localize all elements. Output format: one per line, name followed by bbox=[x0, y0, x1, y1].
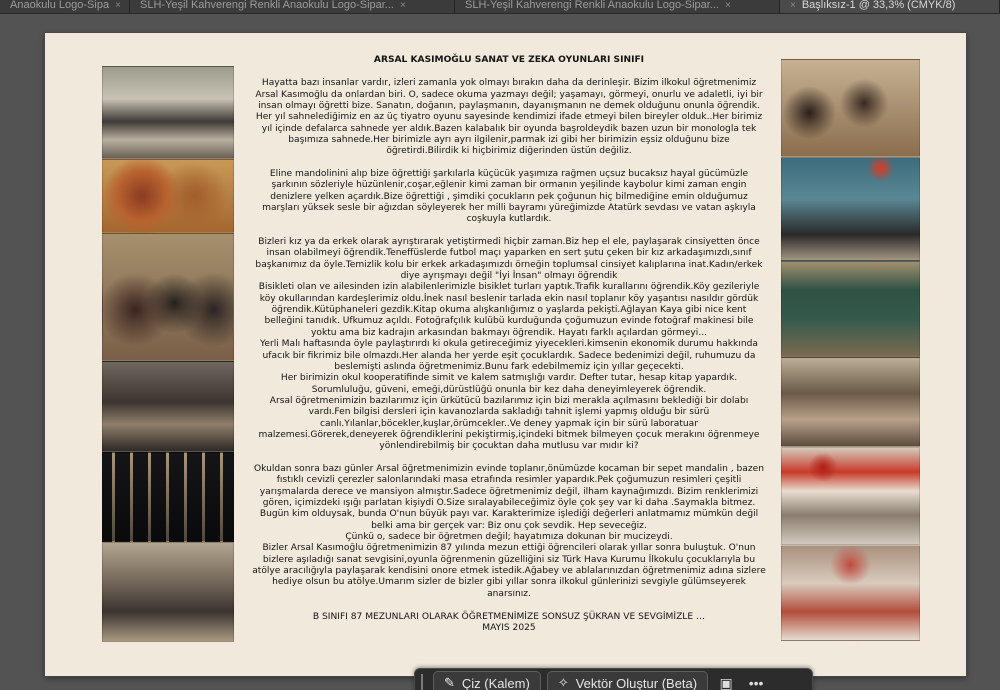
paragraph: Bizleri kız ya da erkek olarak ayrıştırarak yetiştirmedi hiçbir zaman.Biz hep el ele, paylaşarak cinsiyetten önce insan olabilmeyi öğrendik.Teneffüslerde futbol maçı yaparken en sert şutu çeken bir kız arkadaşımızdı,sınıf başkanımız da öyle.Temizlik kolu bir erkek arkadaşımızdı örneğin toplumsal cinsiyet kalıplarına inat.Kadın/erkek diye ayrışmayı değil "İyi İnsan" olmayı öğrendik bbox=[255, 237, 763, 282]
letter-text bbox=[251, 55, 767, 635]
paragraph: Okuldan sonra bazı günler Arsal öğretmenimizin evinde toplanır,önümüzde kocaman bir sepet mandalin , bazen fıstıklı cevizli çerezler salonlarındaki masa etrafında resimler yapardık.Pek çoğumuzun resimleri çeşitli yarışmalarda derece ve mansiyon almıştır.Sadece öğretmenimiz değil, ilham kaynağımızdı. Bizim renklerimizi gören, içimizdeki ışığı parlatan kişiydi O.Size sıralayabileceğimiz öyle çok şey var ki daha .Saymakla bitmez. Bugün kim olduysak, bunda O'nun büyük payı var. Karakterimize işlediği değerleri anlatmamız mümkün değil belki ama bir gerçek var: Biz onu çok sevdik. Hep seveceğiz. bbox=[253, 463, 765, 531]
create-vector-label: Vektör Oluştur (Beta) bbox=[575, 675, 698, 690]
tab-close-icon[interactable]: × bbox=[399, 0, 406, 11]
class-photo-bicycles bbox=[102, 542, 234, 642]
tab-label: SLH-Yeşil Kahverengi Renkli Anaokulu Logo-Sipar... bbox=[465, 0, 719, 11]
tab-label: SLH-Yeşil Kahverengi Renkli Anaokulu Logo-Sipar... bbox=[140, 0, 394, 11]
closing-line: B SINIFI 87 MEZUNLARI OLARAK ÖĞRETMENİMİZE SONSUZ ŞÜKRAN VE SEVGİMİZLE … bbox=[312, 612, 706, 623]
tab-document-3[interactable] bbox=[455, 0, 780, 14]
draw-pen-button[interactable] bbox=[433, 671, 541, 690]
paragraph: Arsal öğretmenimizin bazılarımız için ürkütücü bazılarımız için bizi merakla açılmasını beklediği bir dolabı vardı.Fen bilgisi dersleri için kavanozlarda sakladığı tahnit işlemi yapmış olduğu bir sürü canlı.Yılanlar,böcekler,kuşlar,örümcekler..Ve deney yapmak için bir sürü laboratuar malzemesi.Görerek,deneyerek öğrendiklerini pekiştirmiş,içindeki bitmek bilmeyen çocuk merakını öğrenmeye yönlendirebilmiş bir çocuktan daha mutlusu var mıdır ki? bbox=[258, 395, 760, 452]
class-photo-stage bbox=[102, 159, 234, 233]
paragraph: Yerli Malı haftasında öyle paylaştırırdı ki okula getireceğimiz yiyecekleri.kimsenin ekonomik durumu hakkında ufacık bir fikrimiz bile olmazdı.Her alanda her yerde eşit çocuklardık. Sadece bedenimizi değil, ruhumuzu da beslemişti aslında öğretmenimiz.Bunu fark edebilmemiz için yıllar geçecekti. bbox=[260, 339, 758, 372]
tab-document-2[interactable] bbox=[130, 0, 455, 14]
class-photo-group bbox=[102, 452, 234, 542]
class-photo-library bbox=[102, 361, 234, 453]
vector-sparkle-icon: ✧ bbox=[557, 675, 569, 690]
left-photo-column bbox=[102, 66, 234, 642]
paragraph: Eline mandolinini alıp bize öğrettiği şarkılarla küçücük yaşımıza rağmen uçsuz bucaksız hayal gücümüzle şarkının sözleriyle hüzünlenir,coşar,eğlenir kimi zaman bir ormanın yeşilinde kaybolur kimi zaman engin denizlere yelken açardık.Bize öğrettiği , şimdiki çocukların pek çoğunun hiç bilmediğine emin olduğumuz marşları yüksek sesle bir ağızdan söyleyerek her milli bayramı yüreğimizde Atatürk sevdası ve vatan aşkıyla coşkuyla kutlardık. bbox=[262, 169, 756, 225]
tab-close-icon[interactable]: × bbox=[790, 0, 796, 11]
paragraph: Her birimizin okul kooperatifinde simit ve kalem satmışlığı vardır. Defter tutar, hesap kitap yapardık. Sorumluluğu, güveni, emeği,dürüstlüğü onunla bir kez daha deneyimleyerek öğrendik. bbox=[280, 373, 738, 395]
tab-document-1[interactable] bbox=[0, 0, 130, 14]
paragraph: Bizler Arsal Kasımoğlu öğretmenimizin 87 yılında mezun ettiği öğrencileri olarak yıllar sonra buluştuk. O'nun bizlere aşıladığı sanat sevgisini,oyunla öğrenmenin güzelliğini siz Türk Hava Kurumu İlkokulu çocuklarıyla bu atölye aracılığıyla paylaşarak kendisini onore etmek istedik.Ağabey ve ablalarınızdan öğretmenimiz adına sizlere hediye olsun bu atölye.Umarım sizler de bizler gibi yıllar sonra ilkokul günlerinizi sevgiyle gülümseyerek anarsınız. bbox=[252, 543, 766, 599]
right-photo-column bbox=[781, 59, 920, 641]
class-photo-flag bbox=[781, 157, 920, 261]
class-photo-trip bbox=[781, 357, 920, 447]
more-options-button[interactable]: ••• bbox=[748, 675, 764, 690]
paragraph: Çünkü o, sadece bir öğretmen değil; hayatımıza dokunan bir mucizeydi. bbox=[345, 531, 673, 542]
create-vector-button[interactable] bbox=[547, 671, 708, 690]
class-photo-reunion bbox=[781, 545, 920, 641]
paragraph: Hayatta bazı insanlar vardır, izleri zamanla yok olmayı bırakın daha da derinleşir. Bizim ilkokul öğretmenimiz Arsal Kasımoğlu da onlardan biri. O, sadece okuma yazmayı değil; yaşamayı, görmeyi, onurlu ve adaletli, iyi bir insan olmayı öğretti bize. Sanatın, doğanın, paylaşmanın, dayanışmanın ne demek olduğunu onunla öğrendik. Her yıl sahnelediğimiz en az üç tiyatro oyunu sayesinde kendimizi ifade etmeyi bilen bireyler olduk..Her birimiz yıl içinde defalarca sahnede yer aldık.Bazen kalabalık bir oyunda başroldeydik bazen uzun bir monologla tek başımıza sahnede.Her birimizle ayrı ayrı ilgilenir,parmak izi gibi her birimizin eşsiz olduğunu bize öğretirdi.Bilirdik ki hiçbirimiz diğerinden üstün değiliz. bbox=[255, 78, 763, 157]
tab-label: Anaokulu Logo-Sipa bbox=[10, 0, 110, 11]
tab-label: Başlıksız-1 @ 33,3% (CMYK/8) bbox=[801, 0, 956, 11]
class-photo-blackboard bbox=[781, 261, 920, 357]
tab-close-icon[interactable]: × bbox=[724, 0, 731, 11]
paragraph: Bisikleti olan ve ailesinden izin alabilenlerimizle bisiklet turları yaptık.Trafik kurallarını öğrendik.Köy gezileriyle köy okullarından kardeşlerimiz oldu.İnek nasıl beslenir tarlada ekin nasıl toplanır köy yaşantısı nasıldır gördük öğrendik.Kütüphaneleri gezdik.Kitap okuma alışkanlığımız o yaşlarda pekişti.Ağlayan Kaya gibi nice kent belleğini tanıdık. Ufkumuz açıldı. Fotoğrafçılık kulübü kurduğunda çoğumuzun evinde fotoğraf makinesi bile yoktu ama biz kadrajın arkasından bakmayı öğrendik. Hayatı farklı açılardan görmeyi... bbox=[258, 282, 760, 338]
class-photo-cameras bbox=[102, 233, 234, 361]
tab-document-active[interactable] bbox=[780, 0, 1000, 14]
closing-date: MAYIS 2025 bbox=[482, 623, 536, 634]
tab-close-icon[interactable]: × bbox=[115, 0, 121, 11]
document-title: ARSAL KASIMOĞLU SANAT VE ZEKA OYUNLARI SINIFI bbox=[373, 55, 645, 65]
document-canvas[interactable] bbox=[45, 33, 966, 676]
image-icon[interactable]: ▣ bbox=[719, 674, 733, 690]
contextual-task-bar bbox=[414, 668, 813, 690]
document-tab-bar bbox=[0, 0, 1000, 14]
draw-pen-label: Çiz (Kalem) bbox=[461, 675, 530, 690]
drag-handle-icon[interactable] bbox=[421, 674, 425, 690]
class-photo-art bbox=[781, 59, 920, 157]
pen-icon: ✎ bbox=[444, 675, 455, 690]
class-photo-classroom bbox=[781, 447, 920, 545]
class-photo-outdoor bbox=[102, 66, 234, 159]
